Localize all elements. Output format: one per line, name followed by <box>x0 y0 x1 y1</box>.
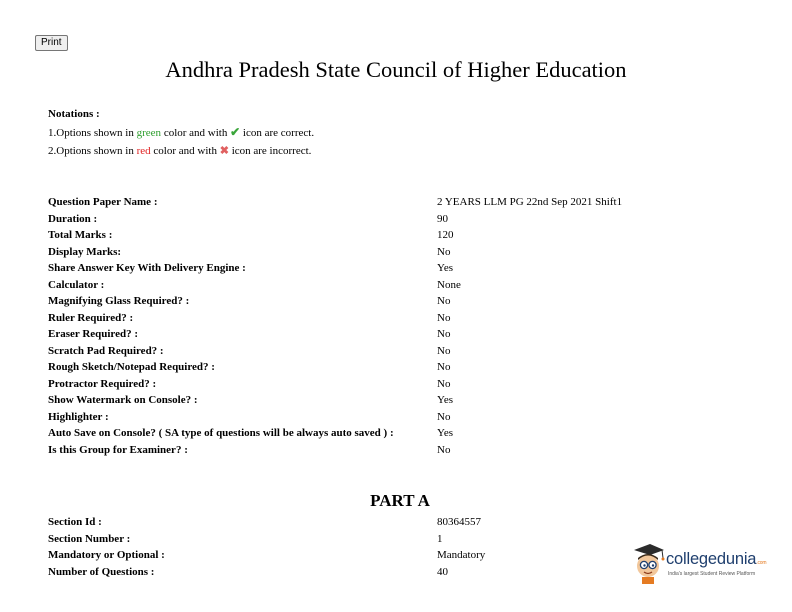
detail-label: Calculator : <box>48 278 105 291</box>
detail-row <box>48 310 748 327</box>
detail-row <box>48 392 748 409</box>
detail-label: Protractor Required? : <box>48 377 157 390</box>
detail-row <box>48 244 748 261</box>
detail-value: No <box>437 295 451 307</box>
notation-correct <box>48 123 314 142</box>
notation-incorrect <box>48 142 314 160</box>
detail-value: No <box>437 377 451 390</box>
detail-value: No <box>437 361 451 373</box>
collegedunia-logo <box>628 542 778 584</box>
detail-value: 90 <box>437 212 448 225</box>
page-title: Andhra Pradesh State Council of Higher Education <box>165 57 627 82</box>
detail-label: Auto Save on Console? ( SA type of questions will be always auto saved ) : <box>48 427 394 439</box>
detail-row <box>48 194 748 211</box>
detail-row <box>48 277 748 294</box>
detail-label: Scratch Pad Required? : <box>48 344 164 357</box>
section-value: 40 <box>437 565 448 578</box>
green-word: green <box>136 127 162 139</box>
detail-value: No <box>437 311 451 324</box>
detail-label: Highlighter : <box>48 410 109 423</box>
detail-value: No <box>437 410 451 423</box>
detail-value: None <box>437 278 461 291</box>
notations-block <box>48 105 314 160</box>
detail-value: 2 YEARS LLM PG 22nd Sep 2021 Shift1 <box>437 196 623 208</box>
detail-label: Question Paper Name : <box>48 196 158 208</box>
mascot-icon <box>628 542 668 584</box>
detail-label: Display Marks: <box>48 245 122 258</box>
detail-value: Yes <box>437 394 454 406</box>
red-word: red <box>136 145 151 157</box>
detail-label: Share Answer Key With Delivery Engine : <box>48 262 246 274</box>
detail-label: Eraser Required? : <box>48 328 139 340</box>
detail-row <box>48 343 748 360</box>
section-label: Mandatory or Optional : <box>48 549 165 561</box>
detail-row <box>48 442 748 459</box>
notation-text: icon are incorrect. <box>228 145 312 157</box>
detail-value: No <box>437 328 451 340</box>
detail-row <box>48 293 748 310</box>
detail-row <box>48 359 748 376</box>
section-label: Section Id : <box>48 516 102 528</box>
detail-label: Ruler Required? : <box>48 311 134 324</box>
notation-text: 1.Options shown in <box>48 127 137 139</box>
detail-value: 120 <box>437 229 454 241</box>
section-value: 1 <box>437 532 443 545</box>
logo-brand: collegedunia <box>666 550 757 568</box>
detail-row <box>48 376 748 393</box>
section-label: Section Number : <box>48 532 131 545</box>
section-label: Number of Questions : <box>48 565 155 578</box>
cross-icon: ✖ <box>219 145 229 157</box>
logo-wordmark <box>666 550 766 569</box>
print-button[interactable]: Print <box>35 35 68 51</box>
notation-text: 2.Options shown in <box>48 145 137 157</box>
section-row <box>48 514 748 531</box>
notations-heading: Notations : <box>48 108 100 120</box>
detail-value: No <box>437 443 451 456</box>
notation-text: color and with <box>161 127 231 139</box>
detail-value: No <box>437 344 451 357</box>
section-value: Mandatory <box>437 549 486 561</box>
part-heading: PART A <box>370 491 430 510</box>
detail-row <box>48 211 748 228</box>
detail-value: No <box>437 245 451 258</box>
notation-text: icon are correct. <box>240 127 315 139</box>
logo-suffix: .com <box>756 560 767 566</box>
detail-row <box>48 425 748 442</box>
detail-label: Duration : <box>48 212 98 225</box>
paper-details-table <box>48 194 748 458</box>
detail-row <box>48 227 748 244</box>
detail-row <box>48 326 748 343</box>
detail-row <box>48 409 748 426</box>
detail-label: Total Marks : <box>48 229 113 241</box>
detail-label: Rough Sketch/Notepad Required? : <box>48 361 215 373</box>
detail-label: Is this Group for Examiner? : <box>48 443 188 456</box>
detail-label: Magnifying Glass Required? : <box>48 295 190 307</box>
check-icon: ✔ <box>230 125 241 139</box>
detail-value: Yes <box>437 262 454 274</box>
section-value: 80364557 <box>437 516 481 528</box>
detail-value: Yes <box>437 427 454 439</box>
logo-tagline: India's largest Student Review Platform <box>668 571 756 577</box>
notation-text: color and with <box>150 145 220 157</box>
detail-label: Show Watermark on Console? : <box>48 394 198 406</box>
detail-row <box>48 260 748 277</box>
